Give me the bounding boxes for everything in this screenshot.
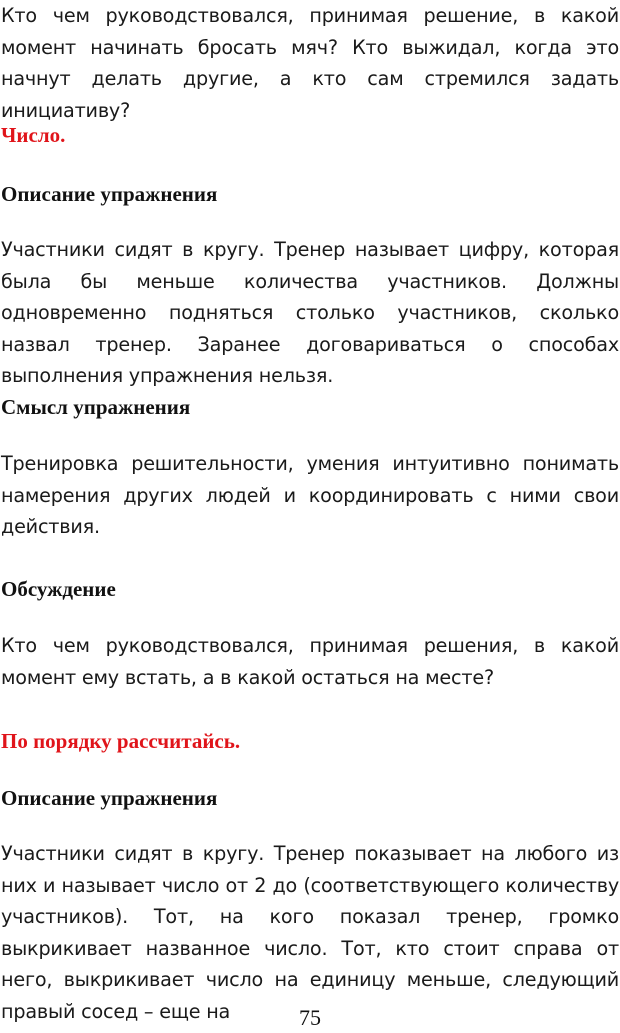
meaning-paragraph: Тренировка решительности, умения интуитивно понимать намерения других людей и координировать с ними свои действия. bbox=[1, 452, 619, 538]
exercise-title-chislo: Число. bbox=[1, 123, 66, 147]
exercise-title-order: По порядку рассчитайсь. bbox=[1, 729, 241, 753]
discussion-heading: Обсуждение bbox=[1, 577, 116, 601]
description-paragraph-1: Участники сидят в кругу. Тренер называет цифру, которая была бы меньше количества участников. Должны одновременно подняться столько участников, сколько назвал тренер. Заранее договариваться о способах выполнения упражнения нельзя. bbox=[1, 238, 619, 387]
intro-paragraph: Кто чем руководствовался, принимая решение, в какой момент начинать бросать мяч? Кто выжидал, когда это начнут делать другие, а кто сам стремился задать инициативу? bbox=[1, 4, 619, 122]
meaning-heading: Смысл упражнения bbox=[1, 395, 191, 419]
page-number: 75 bbox=[299, 1005, 321, 1030]
discussion-paragraph: Кто чем руководствовался, принимая решения, в какой момент ему встать, а в какой остаться на месте? bbox=[1, 634, 619, 689]
description-heading-2: Описание упражнения bbox=[1, 786, 218, 810]
description-paragraph-2: Участники сидят в кругу. Тренер показывает на любого из них и называет число от 2 до (соответствующего количеству участников). Тот, на кого показал тренер, громко выкрикивает названное число. Тот, кто стоит справа от него, выкрикивает число на единицу меньше, следующий правый сосед – еще на bbox=[1, 842, 619, 1023]
description-heading-1: Описание упражнения bbox=[1, 182, 218, 206]
